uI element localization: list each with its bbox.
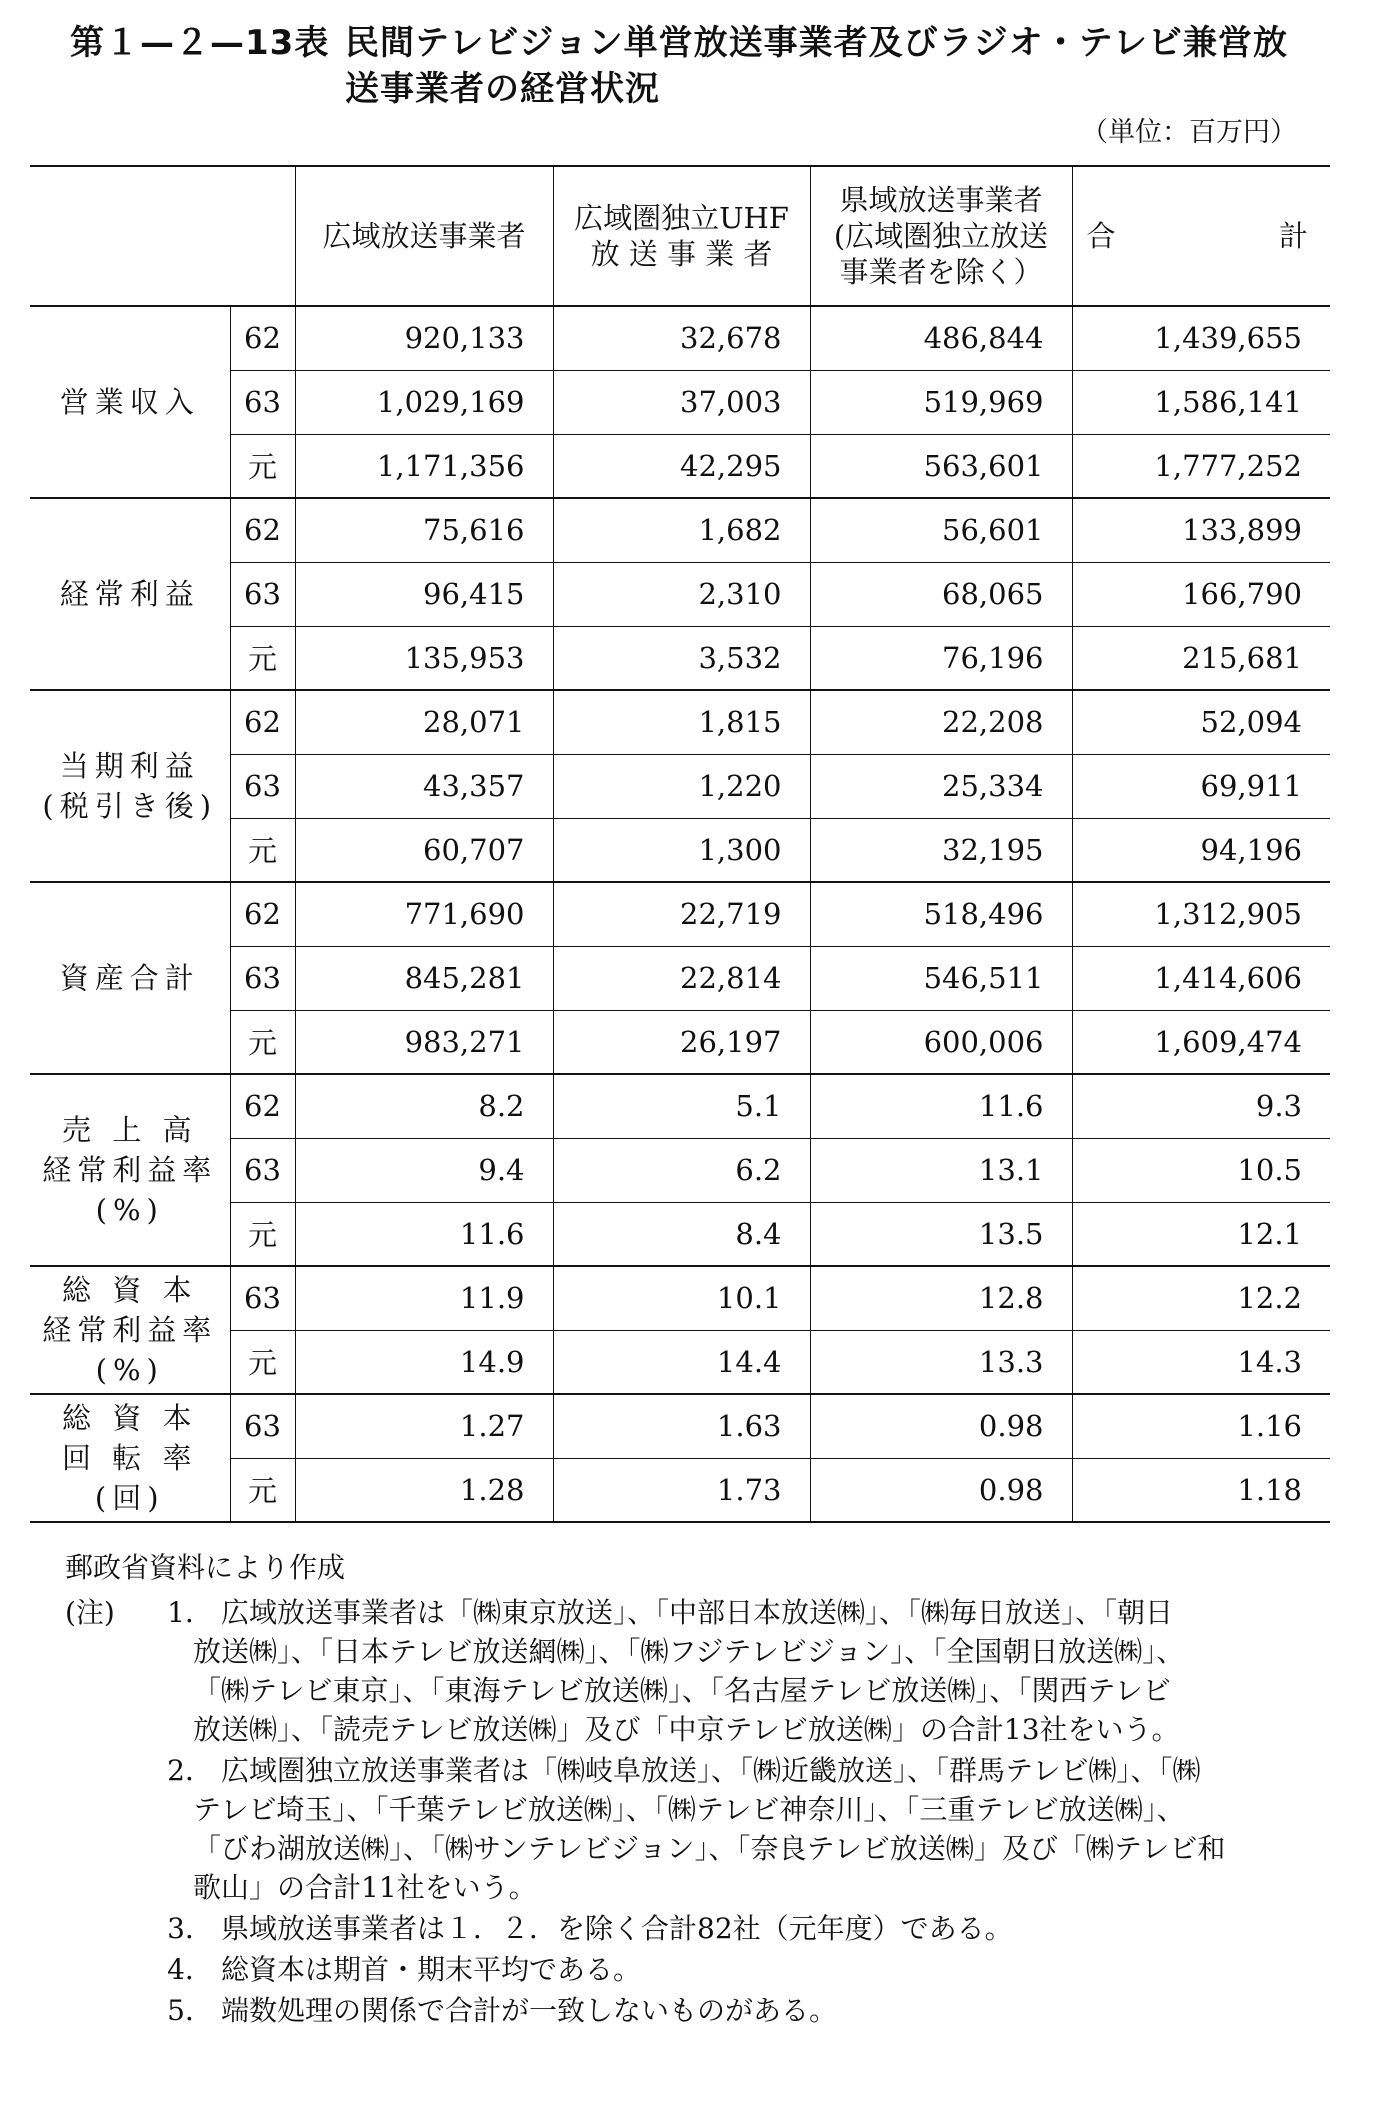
- year-cell: 63: [230, 562, 295, 626]
- year-cell: 元: [230, 434, 295, 498]
- value-cell: 546,511: [810, 946, 1072, 1010]
- value-cell: 2,310: [553, 562, 810, 626]
- value-cell: 10.5: [1072, 1138, 1330, 1202]
- year-cell: 63: [230, 754, 295, 818]
- source-note: 郵政省資料により作成: [65, 1551, 346, 1584]
- value-cell: 1,029,169: [295, 370, 553, 434]
- value-cell: 1,414,606: [1072, 946, 1330, 1010]
- value-cell: 12.2: [1072, 1266, 1330, 1330]
- table-row: [30, 498, 1330, 562]
- year-cell: 62: [230, 690, 295, 754]
- row-group-label: [30, 306, 230, 498]
- header-prefectural: [810, 166, 1072, 306]
- value-cell: 75,616: [295, 498, 553, 562]
- note-2: [65, 1751, 1335, 1907]
- table-row: [30, 690, 1330, 754]
- note-1-line-2: 放送㈱」、「日本テレビ放送網㈱」、「㈱フジテレビジョン」、「全国朝日放送㈱」、: [193, 1635, 1185, 1668]
- value-cell: 11.6: [810, 1074, 1072, 1138]
- value-cell: 14.4: [553, 1330, 810, 1394]
- row-group-label: [30, 1074, 230, 1266]
- header-corner: [30, 166, 295, 306]
- value-cell: 1.16: [1072, 1394, 1330, 1458]
- value-cell: 22,208: [810, 690, 1072, 754]
- header-wide-area: [295, 166, 553, 306]
- row-group-label-line: (回): [94, 1481, 165, 1515]
- value-cell: 1,300: [553, 818, 810, 882]
- value-cell: 1,439,655: [1072, 306, 1330, 370]
- year-cell: 63: [230, 1394, 295, 1458]
- value-cell: 1.27: [295, 1394, 553, 1458]
- row-group-label: [30, 1266, 230, 1394]
- title-line-2: 送事業者の経営状況: [345, 69, 660, 109]
- value-cell: 1.18: [1072, 1458, 1330, 1522]
- header-wide-area-label: 広域放送事業者: [322, 219, 526, 253]
- note-3: [65, 1909, 1335, 1948]
- year-cell: 62: [230, 882, 295, 946]
- table-row: [30, 1266, 1330, 1330]
- value-cell: 771,690: [295, 882, 553, 946]
- row-group-label-line: 資産合計: [59, 961, 200, 995]
- value-cell: 13.3: [810, 1330, 1072, 1394]
- value-cell: 10.1: [553, 1266, 810, 1330]
- value-cell: 6.2: [553, 1138, 810, 1202]
- note-1-line-1: 広域放送事業者は「㈱東京放送」、「中部日本放送㈱」、「㈱毎日放送」、「朝日: [221, 1596, 1174, 1629]
- row-group-label: [30, 882, 230, 1074]
- year-cell: 63: [230, 370, 295, 434]
- year-cell: 63: [230, 946, 295, 1010]
- value-cell: 94,196: [1072, 818, 1330, 882]
- value-cell: 43,357: [295, 754, 553, 818]
- value-cell: 3,532: [553, 626, 810, 690]
- value-cell: 1,171,356: [295, 434, 553, 498]
- value-cell: 25,334: [810, 754, 1072, 818]
- note-5: [65, 1991, 1335, 2030]
- value-cell: 1.73: [553, 1458, 810, 1522]
- note-1: [65, 1593, 1335, 1749]
- table-row: [30, 1074, 1330, 1138]
- value-cell: 14.3: [1072, 1330, 1330, 1394]
- note-1-line-3: 「㈱テレビ東京」、「東海テレビ放送㈱」、「名古屋テレビ放送㈱」、「関西テレビ: [193, 1674, 1171, 1707]
- header-prefectural-line-3: 事業者を除く）: [839, 255, 1043, 289]
- unit-label: （単位：百万円）: [1081, 117, 1297, 148]
- note-4: [65, 1950, 1335, 1989]
- value-cell: 8.4: [553, 1202, 810, 1266]
- value-cell: 68,065: [810, 562, 1072, 626]
- value-cell: 76,196: [810, 626, 1072, 690]
- value-cell: 133,899: [1072, 498, 1330, 562]
- row-group-label-line: (%): [95, 1193, 164, 1227]
- year-cell: 元: [230, 1458, 295, 1522]
- value-cell: 983,271: [295, 1010, 553, 1074]
- value-cell: 518,496: [810, 882, 1072, 946]
- year-cell: 63: [230, 1266, 295, 1330]
- value-cell: 519,969: [810, 370, 1072, 434]
- value-cell: 22,814: [553, 946, 810, 1010]
- title-line-1: 民間テレビジョン単営放送事業者及びラジオ・テレビ兼営放: [345, 23, 1288, 63]
- header-row: [30, 166, 1330, 306]
- row-group-label: [30, 498, 230, 690]
- value-cell: 1,220: [553, 754, 810, 818]
- value-cell: 42,295: [553, 434, 810, 498]
- table-row: [30, 882, 1330, 946]
- value-cell: 1,777,252: [1072, 434, 1330, 498]
- note-5-number: 5．: [167, 1994, 213, 2027]
- note-4-number: 4．: [167, 1953, 213, 1986]
- value-cell: 60,707: [295, 818, 553, 882]
- header-uhf: [553, 166, 810, 306]
- value-cell: 11.6: [295, 1202, 553, 1266]
- year-cell: 63: [230, 1138, 295, 1202]
- notes-section: [65, 1548, 1335, 2032]
- value-cell: 11.9: [295, 1266, 553, 1330]
- value-cell: 52,094: [1072, 690, 1330, 754]
- note-3-number: 3．: [167, 1912, 213, 1945]
- note-2-line-4: 歌山」の合計11社をいう。: [193, 1871, 537, 1904]
- notes-heading: (注): [65, 1596, 115, 1629]
- row-group-label-line: 営業収入: [59, 385, 200, 419]
- value-cell: 13.1: [810, 1138, 1072, 1202]
- value-cell: 56,601: [810, 498, 1072, 562]
- row-group-label-line: 経常利益: [59, 577, 200, 611]
- value-cell: 96,415: [295, 562, 553, 626]
- header-total-char-1: 合: [1086, 219, 1116, 253]
- value-cell: 135,953: [295, 626, 553, 690]
- value-cell: 0.98: [810, 1394, 1072, 1458]
- value-cell: 12.1: [1072, 1202, 1330, 1266]
- row-group-label-line: (%): [95, 1353, 164, 1387]
- table-body: [30, 306, 1330, 1522]
- value-cell: 215,681: [1072, 626, 1330, 690]
- row-group-label: [30, 690, 230, 882]
- note-2-line-1: 広域圏独立放送事業者は「㈱岐阜放送」、「㈱近畿放送」、「群馬テレビ㈱」、「㈱: [221, 1754, 1201, 1787]
- value-cell: 8.2: [295, 1074, 553, 1138]
- year-cell: 62: [230, 1074, 295, 1138]
- value-cell: 486,844: [810, 306, 1072, 370]
- row-group-label: [30, 1394, 230, 1522]
- row-group-label-line: 経常利益率: [42, 1153, 218, 1187]
- row-group-label-line: 回 転 率: [62, 1441, 198, 1475]
- value-cell: 845,281: [295, 946, 553, 1010]
- value-cell: 1.63: [553, 1394, 810, 1458]
- year-cell: 62: [230, 306, 295, 370]
- value-cell: 920,133: [295, 306, 553, 370]
- note-1-number: 1．: [167, 1596, 213, 1629]
- row-group-label-line: 当期利益: [59, 749, 200, 783]
- value-cell: 1,609,474: [1072, 1010, 1330, 1074]
- value-cell: 5.1: [553, 1074, 810, 1138]
- table-row: [30, 1394, 1330, 1458]
- note-2-line-3: 「びわ湖放送㈱」、「㈱サンテレビジョン」、「奈良テレビ放送㈱」及び「㈱テレビ和: [193, 1832, 1226, 1865]
- header-prefectural-line-2: (広域圏独立放送: [833, 219, 1049, 253]
- row-group-label-line: 総 資 本: [62, 1401, 198, 1435]
- table-row: [30, 306, 1330, 370]
- row-group-label-line: (税引き後): [42, 789, 218, 823]
- value-cell: 32,195: [810, 818, 1072, 882]
- note-2-number: 2．: [167, 1754, 213, 1787]
- note-1-line-4: 放送㈱」、「読売テレビ放送㈱」及び「中京テレビ放送㈱」の合計13社をいう。: [193, 1713, 1180, 1746]
- year-cell: 元: [230, 1010, 295, 1074]
- year-cell: 元: [230, 1330, 295, 1394]
- header-total-char-2: 計: [1278, 219, 1308, 253]
- note-2-line-2: テレビ埼玉」、「千葉テレビ放送㈱」、「㈱テレビ神奈川」、「三重テレビ放送㈱」、: [193, 1793, 1185, 1826]
- row-group-label-line: 総 資 本: [62, 1273, 198, 1307]
- table-number: 第１—２—13表: [70, 23, 330, 63]
- row-group-label-line: 売 上 高: [62, 1113, 198, 1147]
- value-cell: 32,678: [553, 306, 810, 370]
- value-cell: 69,911: [1072, 754, 1330, 818]
- header-prefectural-line-1: 県域放送事業者: [839, 183, 1043, 217]
- value-cell: 37,003: [553, 370, 810, 434]
- header-uhf-line-1: 広域圏独立UHF: [574, 201, 789, 235]
- note-3-line-1: 県域放送事業者は１．２．を除く合計82社（元年度）である。: [221, 1912, 1013, 1945]
- note-4-line-1: 総資本は期首・期末平均である。: [221, 1953, 642, 1986]
- year-cell: 元: [230, 626, 295, 690]
- value-cell: 13.5: [810, 1202, 1072, 1266]
- value-cell: 9.3: [1072, 1074, 1330, 1138]
- header-uhf-line-2: 放 送 事 業 者: [590, 237, 773, 271]
- year-cell: 元: [230, 1202, 295, 1266]
- value-cell: 1,815: [553, 690, 810, 754]
- table-title: [70, 20, 1310, 112]
- row-group-label-line: 経常利益率: [42, 1313, 218, 1347]
- value-cell: 1.28: [295, 1458, 553, 1522]
- value-cell: 0.98: [810, 1458, 1072, 1522]
- header-total: [1072, 166, 1330, 306]
- note-5-line-1: 端数処理の関係で合計が一致しないものがある。: [221, 1994, 838, 2027]
- value-cell: 26,197: [553, 1010, 810, 1074]
- value-cell: 14.9: [295, 1330, 553, 1394]
- value-cell: 22,719: [553, 882, 810, 946]
- value-cell: 166,790: [1072, 562, 1330, 626]
- value-cell: 563,601: [810, 434, 1072, 498]
- value-cell: 28,071: [295, 690, 553, 754]
- value-cell: 1,586,141: [1072, 370, 1330, 434]
- value-cell: 1,682: [553, 498, 810, 562]
- value-cell: 12.8: [810, 1266, 1072, 1330]
- year-cell: 62: [230, 498, 295, 562]
- management-status-table: [30, 165, 1330, 1523]
- value-cell: 1,312,905: [1072, 882, 1330, 946]
- value-cell: 9.4: [295, 1138, 553, 1202]
- value-cell: 600,006: [810, 1010, 1072, 1074]
- year-cell: 元: [230, 818, 295, 882]
